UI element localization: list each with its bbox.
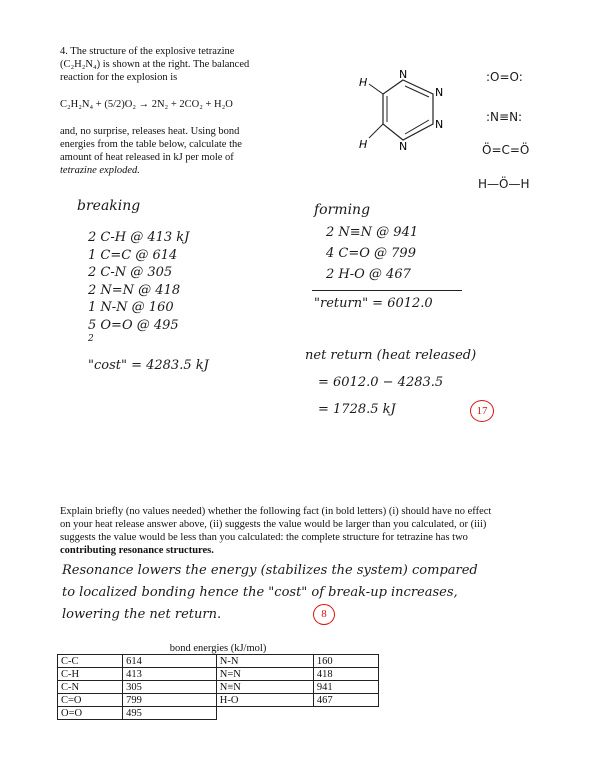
energy-cell: 305 xyxy=(123,681,217,694)
answer-line-1: Resonance lowers the energy (stabilizes the system) compared xyxy=(62,563,478,578)
forming-line: 2 H-O @ 467 xyxy=(326,267,411,282)
net-line-1: = 6012.0 − 4283.5 xyxy=(318,375,444,390)
bond-cell: O=O xyxy=(58,707,123,720)
bond-cell: N≡N xyxy=(216,681,313,694)
lewis-n2: :N≡N: xyxy=(486,110,523,124)
breaking-line: 1 C=C @ 614 xyxy=(88,247,178,263)
score-badge-1: 17 xyxy=(470,400,494,422)
atom-h-bottom: H xyxy=(359,138,368,151)
bond-cell: N=N xyxy=(216,668,313,681)
energy-cell: 799 xyxy=(123,694,217,707)
atom-n4: N xyxy=(399,140,408,153)
breaking-line: 2 N=N @ 418 xyxy=(88,282,181,298)
forming-line: 2 N≡N @ 941 xyxy=(326,225,419,240)
table-row xyxy=(58,668,379,681)
table-caption: bond energies (kJ/mol) xyxy=(58,642,379,655)
net-line-2: = 1728.5 kJ xyxy=(318,402,396,417)
tetrazine-structure xyxy=(355,62,465,167)
prompt-line-2: energies from the table below, calculate the xyxy=(60,139,242,150)
forming-title: forming xyxy=(314,202,371,218)
reaction-intro: reaction for the explosion is xyxy=(60,72,178,83)
table-row xyxy=(58,681,379,694)
table-caption-row xyxy=(58,642,379,655)
explain-block xyxy=(60,505,560,557)
prompt-line-3: amount of heat released in kJ per mole of xyxy=(60,152,234,163)
energy-cell xyxy=(313,707,378,720)
prompt-line-1: and, no surprise, releases heat. Using bond xyxy=(60,126,240,137)
lewis-co2: Ö=C=Ö xyxy=(482,143,530,157)
table-row xyxy=(58,707,379,720)
bond-cell: C=O xyxy=(58,694,123,707)
energy-cell: 614 xyxy=(123,655,217,668)
bond-cell: C-H xyxy=(58,668,123,681)
bond-cell: C-N xyxy=(58,681,123,694)
bond-cell: N-N xyxy=(216,655,313,668)
energy-cell: 160 xyxy=(313,655,378,668)
atom-n3: N xyxy=(435,118,444,131)
explain-line-2: on your heat release answer above, (ii) suggests the value would be larger than you calculated, or (iii) xyxy=(60,519,487,530)
breaking-line: 1 N-N @ 160 xyxy=(88,300,174,315)
breaking-title: breaking xyxy=(77,198,141,214)
breaking-line: 5 O=O @ 495 xyxy=(88,317,179,333)
lewis-o2: :O=O: xyxy=(486,70,523,84)
bond-cell: C-C xyxy=(58,655,123,668)
answer-line-2: to localized bonding hence the "cost" of break-up increases, xyxy=(62,585,458,600)
score-badge-2: 8 xyxy=(313,604,335,625)
answer-block xyxy=(62,560,562,626)
net-title: net return (heat released) xyxy=(305,348,477,363)
answer-line-3: lowering the net return. xyxy=(62,607,222,622)
question-title: 4. The structure of the explosive tetrazine xyxy=(60,46,235,57)
bond-cell xyxy=(216,707,313,720)
explain-line-3: suggests the value would be less than you calculated: the complete structure for tetrazine has two xyxy=(60,532,468,543)
breaking-line: 2 C-H @ 413 kJ xyxy=(88,230,190,245)
prompt-line-4: tetrazine exploded. xyxy=(60,165,140,176)
atom-h-top: H xyxy=(359,76,368,89)
formula-line: (C₂H₂N₄) is shown at the right. The balanced xyxy=(60,59,250,70)
atom-n2: N xyxy=(435,86,444,99)
breaking-list xyxy=(88,229,189,334)
energy-cell: 418 xyxy=(313,668,378,681)
fraction-denominator: 2 xyxy=(88,334,94,344)
energy-cell: 495 xyxy=(123,707,217,720)
question-block xyxy=(60,45,300,177)
return-line: "return" = 6012.0 xyxy=(314,296,433,311)
balanced-equation: C₂H₂N₄ + (5/2)O₂ → 2N₂ + 2CO₂ + H₂O xyxy=(60,99,233,110)
sum-underline xyxy=(312,290,462,291)
energy-cell: 413 xyxy=(123,668,217,681)
energy-cell: 941 xyxy=(313,681,378,694)
explain-line-4: contributing resonance structures. xyxy=(60,545,214,556)
breaking-line: 2 C-N @ 305 xyxy=(88,265,173,280)
cost-line: "cost" = 4283.5 kJ xyxy=(88,358,209,373)
bond-energy-table xyxy=(57,642,379,720)
energy-cell: 467 xyxy=(313,694,378,707)
explain-line-1: Explain briefly (no values needed) whether the following fact (in bold letters) (i) should have no effect xyxy=(60,506,492,517)
table-row xyxy=(58,655,379,668)
forming-line: 4 C=O @ 799 xyxy=(326,246,416,261)
lewis-h2o: H—Ö—H xyxy=(478,177,530,191)
bond-cell: H-O xyxy=(216,694,313,707)
atom-n1: N xyxy=(399,68,408,81)
forming-list xyxy=(326,222,418,285)
table-row xyxy=(58,694,379,707)
